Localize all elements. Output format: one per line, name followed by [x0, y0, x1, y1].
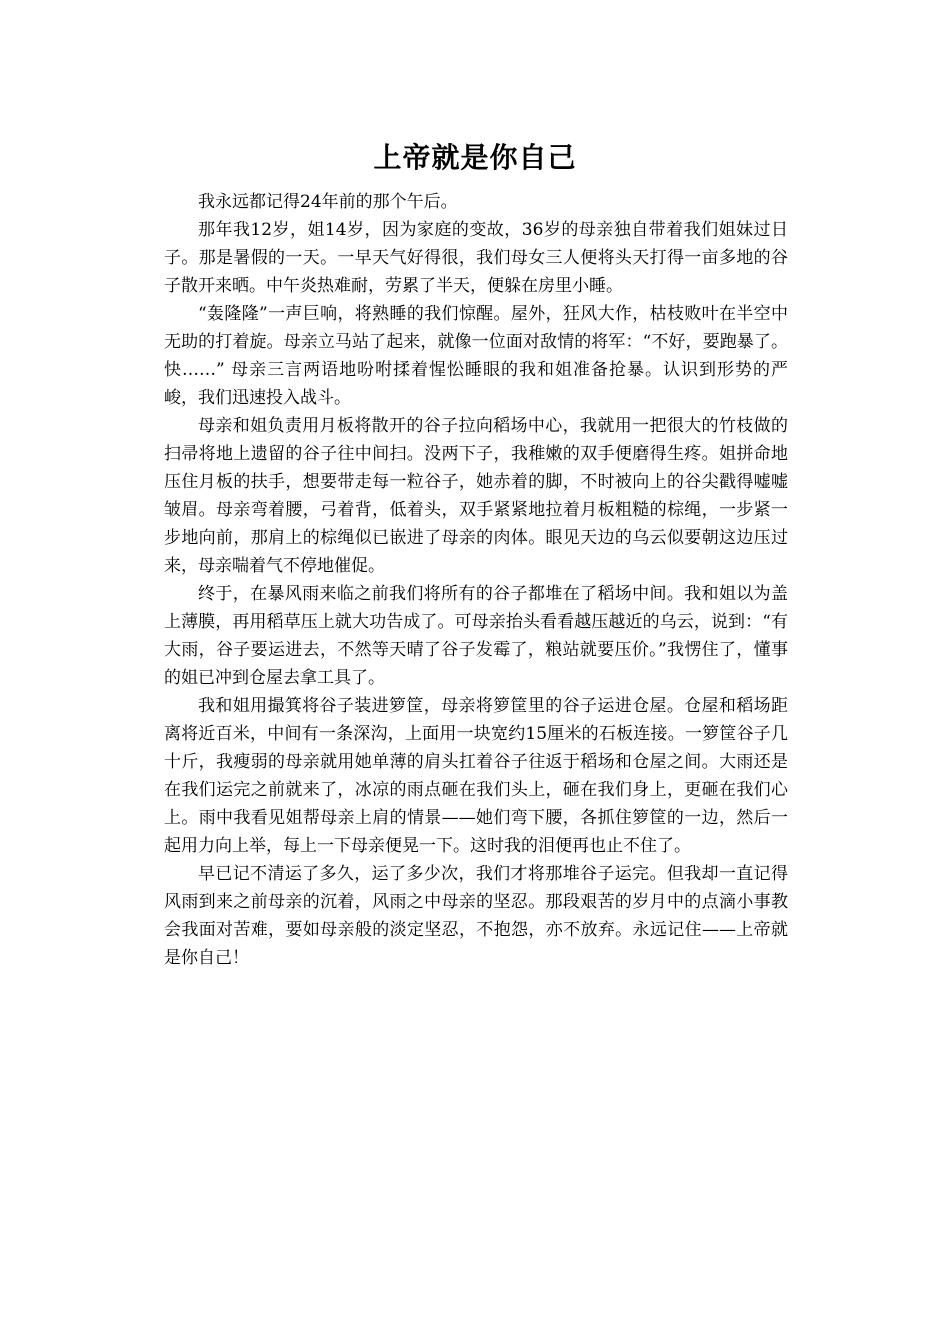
document-title: 上帝就是你自己	[373, 141, 577, 174]
paragraph-1: 我永远都记得24年前的那个午后。	[198, 192, 458, 212]
paragraph-4: 母亲和姐负责用月板将散开的谷子拉向稻场中心，我就用一把很大的竹枝做的扫帚将地上遗留的谷子往中间扫。没两下子，我稚嫩的双手便磨得生疼。姐拼命地压住月板的扶手，想要带走每一粒谷子，她赤着的脚，不时被向上的谷尖戳得嘘嘘皱眉。母亲弯着腰，弓着背，低着头，双手紧紧地拉着月板粗糙的棕绳，一步紧一步地向前，那肩上的棕绳似已嵌进了母亲的肉体。眼见天边的乌云似要朝这边压过来，母亲喘着气不停地催促。	[164, 416, 788, 576]
paragraph-2: 那年我12岁，姐14岁，因为家庭的变故，36岁的母亲独自带着我们姐妹过日子。那是暑假的一天。一早天气好得很，我们母女三人便将头天打得一亩多地的谷子散开来晒。中午炎热难耐，劳累了半天，便躲在房里小睡。	[164, 220, 788, 296]
paragraph-7: 早已记不清运了多久，运了多少次，我们才将那堆谷子运完。但我却一直记得风雨到来之前母亲的沉着，风雨之中母亲的坚忍。那段艰苦的岁月中的点滴小事教会我面对苦难，要如母亲般的淡定坚忍，不抱怨，亦不放弃。永远记住——上帝就是你自己！	[164, 864, 788, 968]
paragraph-5: 终于，在暴风雨来临之前我们将所有的谷子都堆在了稻场中间。我和姐以为盖上薄膜，再用稻草压上就大功告成了。可母亲抬头看看越压越近的乌云，说到：“有大雨，谷子要运进去，不然等天晴了谷子发霉了，粮站就要压价。”我愣住了，懂事的姐已冲到仓屋去拿工具了。	[164, 584, 788, 688]
paragraph-3: “轰隆隆”一声巨响，将熟睡的我们惊醒。屋外，狂风大作，枯枝败叶在半空中无助的打着旋。母亲立马站了起来，就像一位面对敌情的将军：“不好，要跑暴了。快……” 母亲三言两语地吩咐揉着惺忪睡眼的我和姐准备抢暴。认识到形势的严峻，我们迅速投入战斗。	[164, 304, 788, 408]
paragraph-6: 我和姐用撮箕将谷子装进箩筐，母亲将箩筐里的谷子运进仓屋。仓屋和稻场距离将近百米，中间有一条深沟，上面用一块宽约15厘米的石板连接。一箩筐谷子几十斤，我瘦弱的母亲就用她单薄的肩头扛着谷子往返于稻场和仓屋之间。大雨还是在我们运完之前就来了，冰凉的雨点砸在我们头上，砸在我们身上，更砸在我们心上。雨中我看见姐帮母亲上肩的情景——她们弯下腰，各抓住箩筐的一边，然后一起用力向上举，每上一下母亲便晃一下。这时我的泪便再也止不住了。	[164, 696, 788, 856]
document-body	[164, 188, 788, 972]
